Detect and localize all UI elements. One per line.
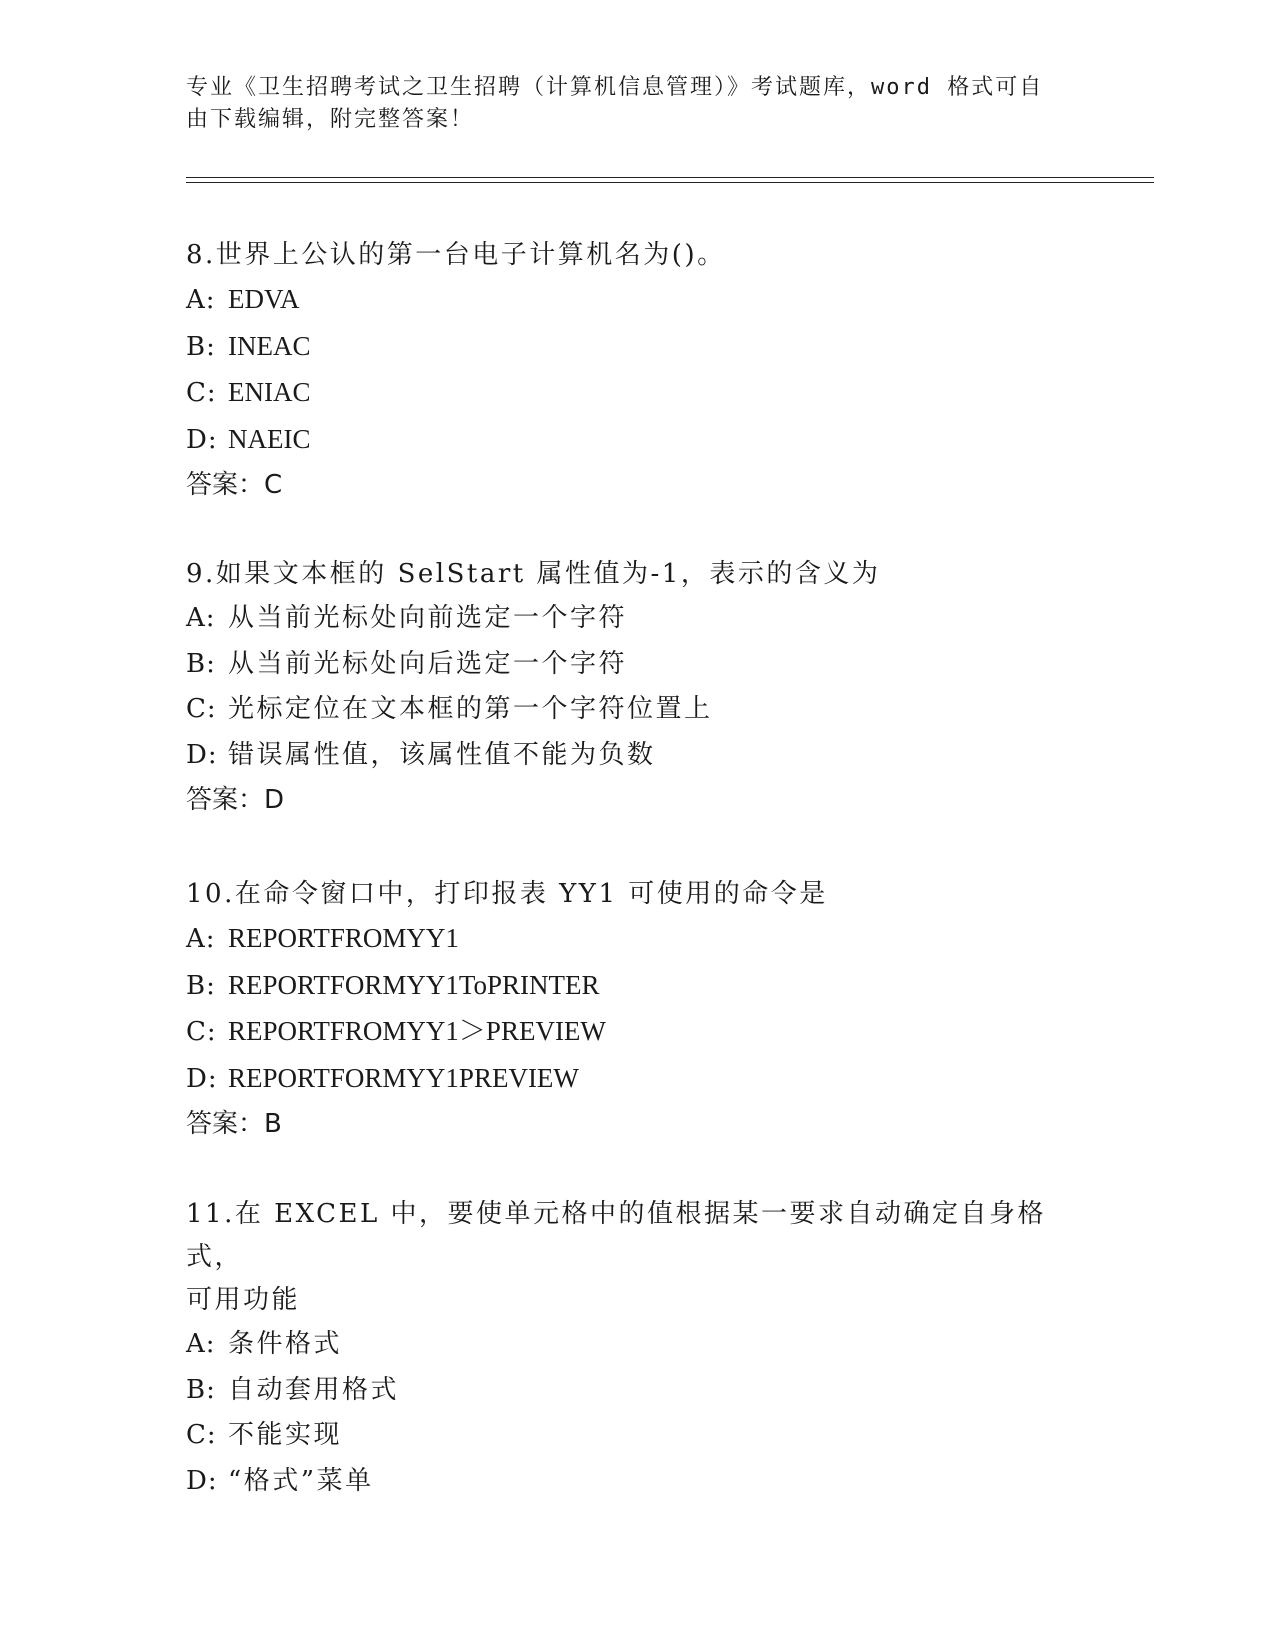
option-d bbox=[186, 1056, 1086, 1103]
answer: 答案：B bbox=[186, 1109, 282, 1139]
question-title-line-2: 可用功能 bbox=[186, 1285, 301, 1315]
option-text: 从当前光标处向后选定一个字符 bbox=[228, 648, 628, 679]
option-text: INEAC bbox=[228, 330, 311, 361]
option-text: 自动套用格式 bbox=[228, 1374, 400, 1405]
option-c bbox=[186, 370, 1086, 417]
option-label: D: bbox=[186, 1063, 218, 1094]
option-text: 错误属性值，该属性值不能为负数 bbox=[228, 739, 656, 770]
option-label: B: bbox=[186, 331, 216, 362]
option-label: D: bbox=[186, 424, 218, 455]
question-10 bbox=[186, 873, 1086, 1146]
option-text: REPORTFORMYY1PREVIEW bbox=[228, 1062, 579, 1093]
question-title: 8.世界上公认的第一台电子计算机名为()。 bbox=[186, 240, 726, 270]
header-divider-top bbox=[186, 177, 1154, 178]
answer: 答案：D bbox=[186, 785, 285, 815]
question-8 bbox=[186, 234, 1086, 507]
option-label: B: bbox=[186, 1374, 216, 1405]
option-c bbox=[186, 687, 1086, 733]
option-label: A: bbox=[186, 1329, 216, 1359]
header-divider-bottom bbox=[186, 182, 1154, 183]
option-text: 不能实现 bbox=[228, 1420, 343, 1450]
option-b bbox=[186, 963, 1086, 1010]
option-text: EDVA bbox=[228, 284, 300, 314]
question-11 bbox=[186, 1193, 1086, 1504]
option-label: B: bbox=[186, 648, 216, 679]
option-label: C: bbox=[186, 1017, 217, 1047]
option-text: REPORTFORMYY1ToPRINTER bbox=[228, 969, 600, 1000]
answer: 答案：C bbox=[186, 470, 283, 500]
option-a bbox=[186, 596, 1086, 642]
option-text: REPORTFROMYY1 bbox=[228, 923, 459, 953]
option-text: 条件格式 bbox=[228, 1329, 343, 1359]
option-b bbox=[186, 1368, 1086, 1414]
option-b bbox=[186, 324, 1086, 371]
question-title: 10.在命令窗口中，打印报表 YY1 可使用的命令是 bbox=[186, 879, 828, 909]
question-9 bbox=[186, 553, 1086, 822]
option-label: A: bbox=[186, 285, 216, 315]
option-text: ENIAC bbox=[228, 377, 311, 407]
header-line-1: 专业《卫生招聘考试之卫生招聘（计算机信息管理）》考试题库，word 格式可自 bbox=[186, 75, 1044, 100]
option-a bbox=[186, 277, 1086, 324]
option-label: D: bbox=[186, 739, 218, 770]
question-title-line-1: 11.在 EXCEL 中，要使单元格中的值根据某一要求自动确定自身格式， bbox=[186, 1199, 1047, 1272]
option-label: C: bbox=[186, 694, 217, 724]
option-label: B: bbox=[186, 970, 216, 1001]
option-b bbox=[186, 642, 1086, 688]
option-a bbox=[186, 1322, 1086, 1368]
option-c bbox=[186, 1413, 1086, 1459]
option-d bbox=[186, 1459, 1086, 1505]
option-d bbox=[186, 733, 1086, 779]
option-text: NAEIC bbox=[228, 423, 311, 454]
option-c bbox=[186, 1009, 1086, 1056]
question-title: 9.如果文本框的 SelStart 属性值为-1，表示的含义为 bbox=[186, 559, 881, 589]
option-label: A: bbox=[186, 603, 216, 633]
option-text: “格式”菜单 bbox=[228, 1465, 374, 1496]
option-label: D: bbox=[186, 1465, 218, 1496]
option-text: 从当前光标处向前选定一个字符 bbox=[228, 603, 628, 633]
option-text: REPORTFROMYY1＞PREVIEW bbox=[228, 1016, 606, 1046]
option-label: C: bbox=[186, 378, 217, 408]
document-header bbox=[186, 72, 1066, 136]
option-label: C: bbox=[186, 1420, 217, 1450]
header-line-2: 由下载编辑，附完整答案！ bbox=[186, 107, 475, 132]
option-text: 光标定位在文本框的第一个字符位置上 bbox=[228, 694, 713, 724]
option-label: A: bbox=[186, 924, 216, 954]
option-d bbox=[186, 417, 1086, 464]
option-a bbox=[186, 916, 1086, 963]
